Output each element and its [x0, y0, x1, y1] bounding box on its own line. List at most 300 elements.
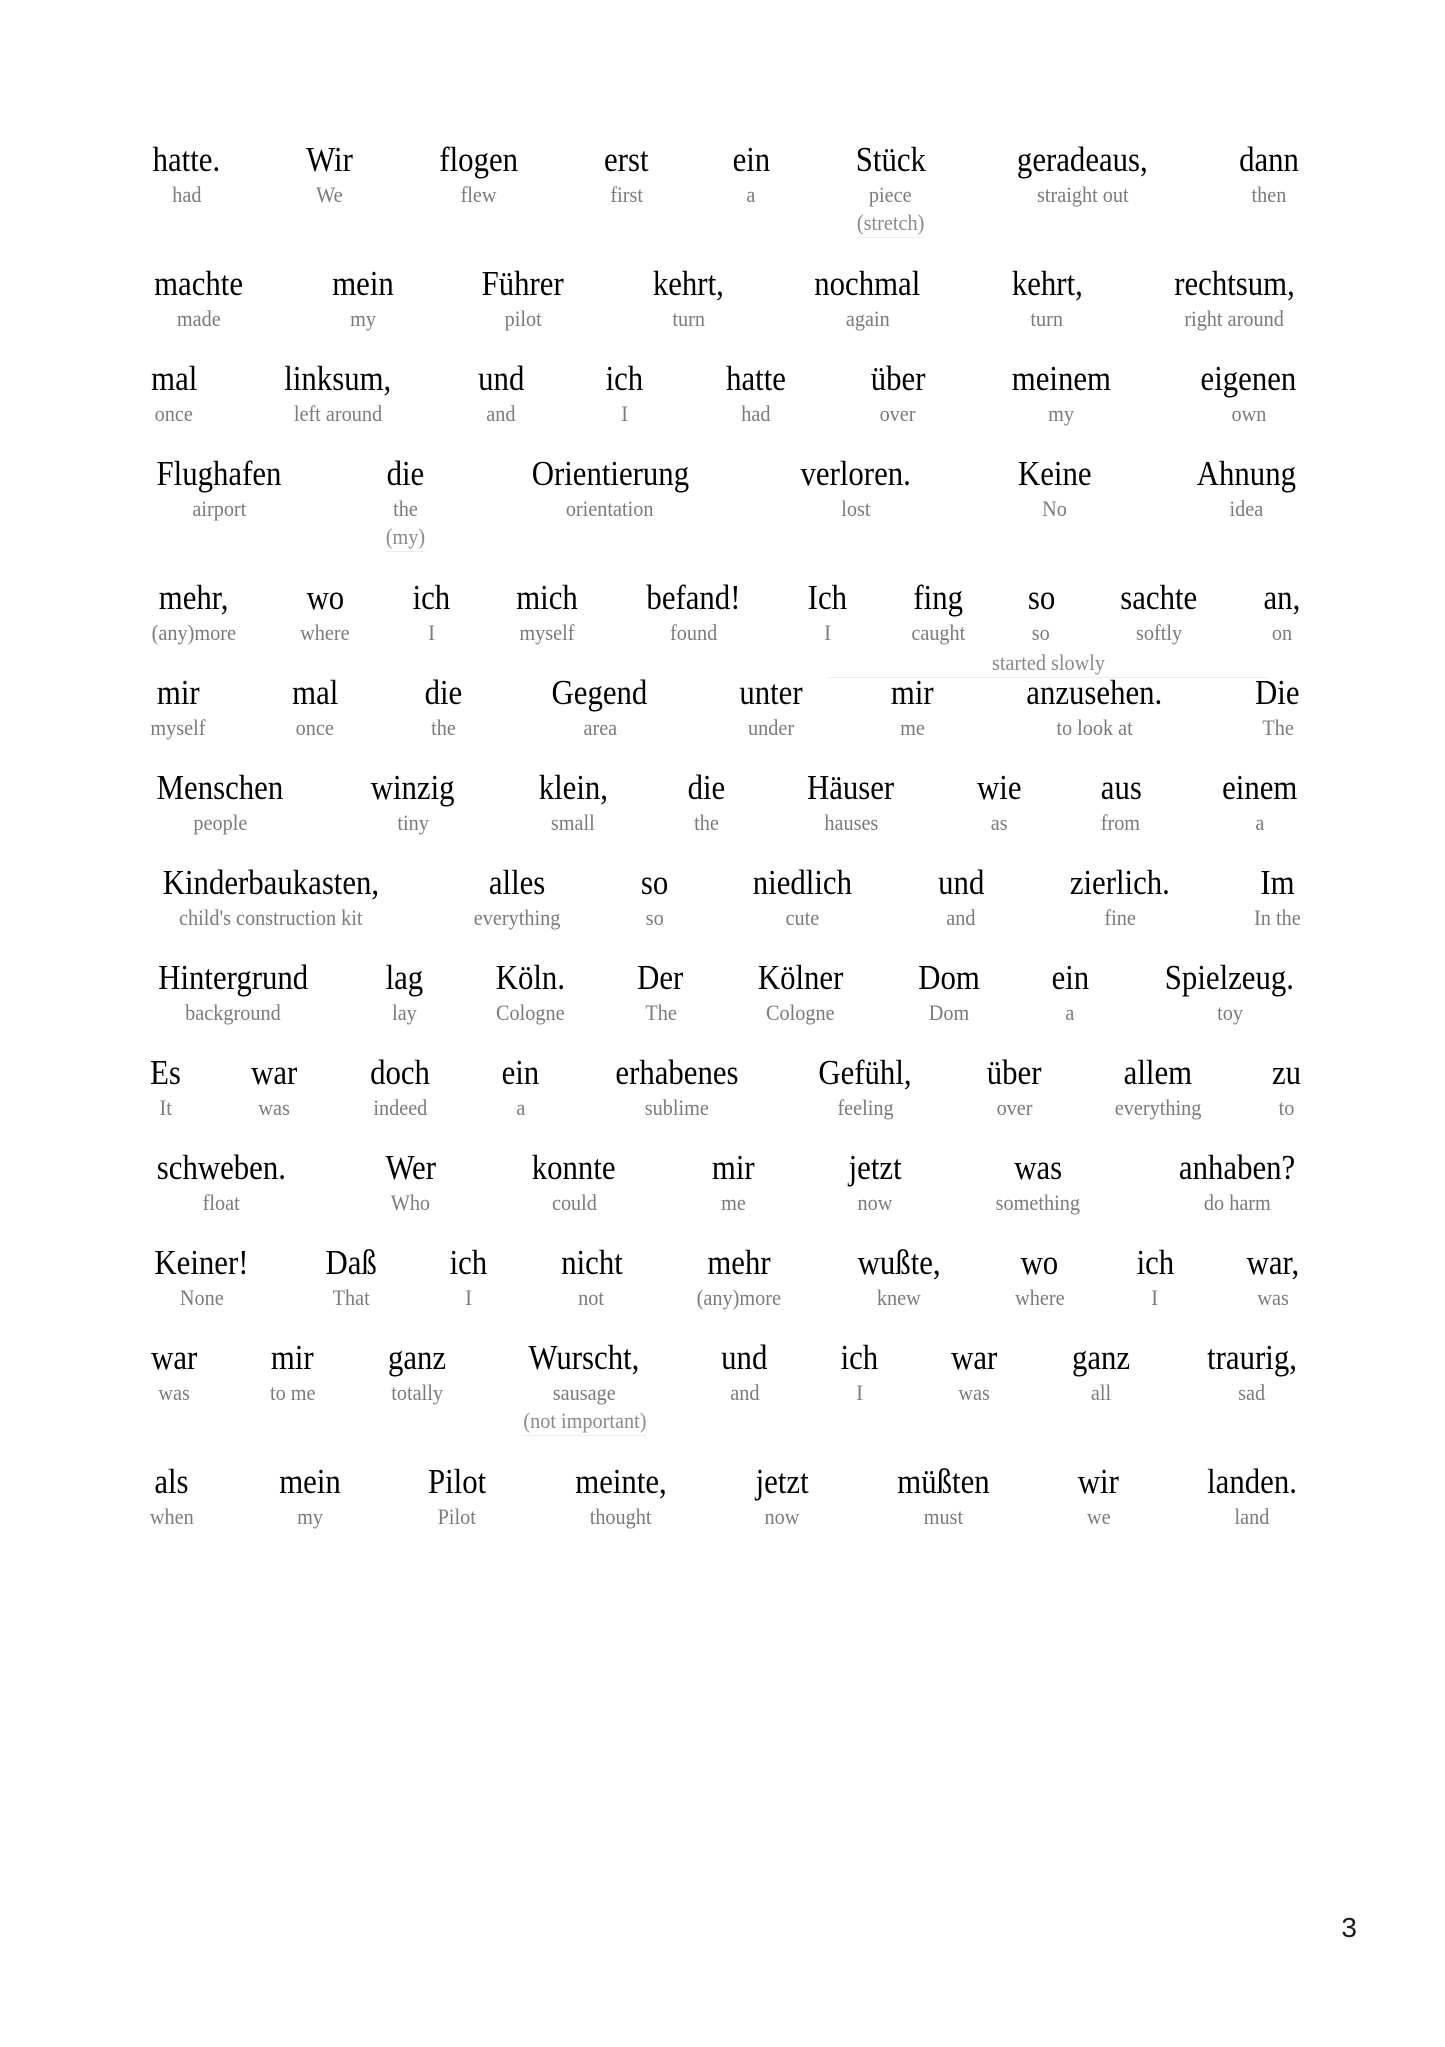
interlinear-token	[914, 958, 984, 1027]
german-word: zu	[1271, 1053, 1302, 1092]
english-gloss: was	[1257, 1285, 1289, 1310]
english-gloss-alt: (not important)	[523, 1407, 646, 1436]
german-word: Gegend	[551, 673, 648, 712]
interlinear-token	[1007, 264, 1088, 333]
german-word: Gefühl,	[818, 1053, 912, 1092]
english-gloss: Pilot	[437, 1504, 476, 1529]
text-line	[148, 1338, 1303, 1436]
text-line	[148, 454, 1303, 552]
english-gloss: a	[1065, 1000, 1075, 1025]
german-word: und	[477, 359, 524, 398]
german-word: mir	[156, 673, 200, 712]
german-word: wo	[306, 578, 344, 617]
interlinear-token	[148, 1243, 255, 1312]
german-word: ganz	[388, 1338, 447, 1377]
english-gloss: area	[583, 715, 617, 740]
english-gloss: straight out	[1036, 182, 1129, 207]
english-gloss: and	[946, 905, 976, 930]
german-word: Kölner	[757, 958, 844, 997]
english-gloss: right around	[1184, 306, 1285, 331]
text-line	[148, 958, 1303, 1027]
german-word: traurig,	[1207, 1338, 1297, 1377]
interlinear-token	[735, 673, 807, 742]
german-word: nochmal	[814, 264, 921, 303]
german-word: jetzt	[755, 1462, 809, 1501]
interlinear-token	[557, 1243, 627, 1312]
interlinear-token	[1026, 578, 1057, 647]
interlinear-token	[845, 1148, 905, 1217]
interlinear-token	[603, 359, 646, 428]
english-gloss: once	[155, 401, 194, 426]
german-word: Keiner!	[154, 1243, 249, 1282]
german-word: mal	[151, 359, 198, 398]
german-word: über	[987, 1053, 1042, 1092]
german-word: mal	[291, 673, 338, 712]
german-word: lag	[385, 958, 424, 997]
german-word: müßten	[897, 1462, 990, 1501]
interlinear-token	[1049, 958, 1092, 1027]
interlinear-token	[867, 359, 929, 428]
interlinear-token	[909, 578, 968, 647]
english-gloss: I	[1151, 1285, 1159, 1310]
english-gloss: hauses	[824, 810, 878, 835]
interlinear-token	[891, 1462, 996, 1531]
interlinear-token	[434, 140, 523, 209]
german-word: ein	[501, 1053, 540, 1092]
german-word: ich	[449, 1243, 488, 1282]
text-line	[148, 863, 1303, 932]
interlinear-token	[569, 1462, 673, 1531]
interlinear-token	[812, 1053, 918, 1122]
english-gloss: I	[428, 620, 436, 645]
interlinear-token	[1171, 1148, 1303, 1217]
english-gloss: now	[857, 1190, 893, 1215]
text-line	[148, 578, 1303, 675]
english-gloss: None	[179, 1285, 224, 1310]
interlinear-token	[983, 1053, 1045, 1122]
english-gloss: and	[486, 401, 516, 426]
english-gloss: myself	[518, 620, 575, 645]
german-word: Spielzeug.	[1164, 958, 1295, 997]
german-word: war	[951, 1338, 998, 1377]
interlinear-token	[639, 863, 670, 932]
german-word: jetzt	[848, 1148, 902, 1187]
german-word: mir	[890, 673, 934, 712]
german-word: Ahnung	[1196, 454, 1297, 493]
german-word: erst	[604, 140, 649, 179]
interlinear-token	[289, 673, 341, 742]
interlinear-token	[746, 863, 859, 932]
english-gloss: from	[1101, 810, 1141, 835]
interlinear-token	[1017, 673, 1172, 742]
german-word: aus	[1100, 768, 1142, 807]
text-line	[148, 1148, 1303, 1217]
german-word: mein	[331, 264, 394, 303]
interlinear-token	[1156, 958, 1303, 1027]
english-gloss: feeling	[837, 1095, 894, 1120]
interlinear-token	[534, 768, 613, 837]
english-gloss: was	[958, 1380, 991, 1405]
english-gloss: lay	[392, 1000, 418, 1025]
german-word: mehr,	[158, 578, 229, 617]
interlinear-token	[148, 1148, 295, 1217]
interlinear-token	[601, 140, 652, 209]
english-gloss: Cologne	[766, 1000, 835, 1025]
english-gloss: I	[856, 1380, 863, 1405]
german-word: verloren.	[800, 454, 912, 493]
german-word: machte	[154, 264, 243, 303]
english-gloss: idea	[1229, 496, 1264, 521]
interlinear-token	[1243, 1243, 1303, 1312]
english-gloss: we	[1086, 1504, 1111, 1529]
interlinear-token	[148, 140, 225, 209]
interlinear-token	[382, 1148, 439, 1217]
english-gloss: land	[1234, 1504, 1270, 1529]
german-word: mein	[278, 1462, 341, 1501]
english-gloss: float	[202, 1190, 240, 1215]
german-word: klein,	[538, 768, 608, 807]
english-gloss: I	[464, 1285, 472, 1310]
english-gloss: small	[550, 810, 595, 835]
english-gloss: had	[171, 182, 201, 207]
english-gloss: my	[296, 1504, 323, 1529]
english-gloss: the	[392, 496, 418, 521]
english-gloss: Who	[390, 1190, 431, 1215]
english-gloss-phrase: started slowly	[991, 650, 1105, 675]
german-word: geradeaus,	[1017, 140, 1149, 179]
english-gloss: must	[923, 1504, 964, 1529]
english-gloss: That	[332, 1285, 370, 1310]
english-gloss: sad	[1238, 1380, 1266, 1405]
interlinear-text-body	[148, 140, 1303, 1557]
english-gloss: flew	[460, 182, 497, 207]
interlinear-token	[447, 1243, 490, 1312]
english-gloss: made	[176, 306, 221, 331]
english-gloss: Cologne	[495, 1000, 565, 1025]
german-word: Daß	[325, 1243, 377, 1282]
interlinear-token	[148, 958, 318, 1027]
english-gloss: background	[185, 1000, 281, 1025]
text-line	[148, 140, 1303, 238]
english-gloss: the	[430, 715, 456, 740]
german-word: ich	[840, 1338, 879, 1377]
interlinear-token	[722, 359, 790, 428]
interlinear-token	[268, 1338, 318, 1407]
english-gloss: the	[694, 810, 720, 835]
english-gloss: cute	[785, 905, 820, 930]
german-word: fing	[913, 578, 963, 617]
german-word: konnte	[532, 1148, 617, 1187]
interlinear-token	[634, 958, 686, 1027]
english-gloss: sausage	[552, 1380, 616, 1405]
interlinear-token	[974, 768, 1025, 837]
english-gloss-alt: (my)	[386, 523, 425, 552]
german-word: Hintergrund	[158, 958, 309, 997]
english-gloss: where	[300, 620, 350, 645]
interlinear-token	[1111, 1053, 1205, 1122]
english-gloss: under	[747, 715, 795, 740]
english-gloss: turn	[672, 306, 705, 331]
interlinear-token	[148, 454, 290, 523]
german-word: Wurscht,	[529, 1338, 640, 1377]
interlinear-token	[648, 264, 729, 333]
interlinear-token	[838, 1338, 881, 1407]
interlinear-token	[693, 1243, 785, 1312]
english-gloss: I	[621, 401, 629, 426]
german-word: anhaben?	[1178, 1148, 1296, 1187]
german-word: dann	[1239, 140, 1299, 179]
german-word: zierlich.	[1069, 863, 1170, 902]
interlinear-token	[148, 264, 249, 333]
english-gloss: was	[158, 1380, 190, 1405]
interlinear-token	[851, 140, 931, 238]
english-gloss: to me	[269, 1380, 316, 1405]
english-gloss: something	[995, 1190, 1081, 1215]
german-word: flogen	[439, 140, 518, 179]
english-gloss: I	[824, 620, 832, 645]
interlinear-token	[888, 673, 937, 742]
interlinear-token	[148, 1053, 183, 1122]
german-word: nicht	[560, 1243, 623, 1282]
interlinear-token	[521, 454, 700, 523]
german-word: war	[251, 1053, 298, 1092]
english-gloss: In the	[1254, 905, 1301, 930]
english-gloss: fine	[1103, 905, 1136, 930]
english-gloss: It	[159, 1095, 172, 1120]
english-gloss: people	[192, 810, 247, 835]
english-gloss: own	[1231, 401, 1266, 426]
german-word: einem	[1222, 768, 1298, 807]
english-gloss: now	[764, 1504, 800, 1529]
page-number: 3	[1341, 1912, 1357, 1943]
interlinear-token	[1075, 1462, 1122, 1531]
german-word: Dom	[917, 958, 980, 997]
interlinear-token	[1166, 264, 1303, 333]
german-word: die	[688, 768, 726, 807]
english-gloss: (any)more	[151, 620, 236, 645]
interlinear-token	[852, 1243, 946, 1312]
german-word: erhabenes	[615, 1053, 739, 1092]
interlinear-token	[709, 1148, 758, 1217]
german-word: war,	[1246, 1243, 1300, 1282]
interlinear-token	[1252, 863, 1303, 932]
german-word: wie	[976, 768, 1022, 807]
german-word: Es	[150, 1053, 181, 1092]
german-word: wußte,	[857, 1243, 941, 1282]
german-word: anzusehen.	[1026, 673, 1163, 712]
interlinear-token	[807, 264, 928, 333]
german-word: meinem	[1011, 359, 1112, 398]
german-word: linksum,	[284, 359, 392, 398]
english-gloss: a	[515, 1095, 525, 1120]
english-gloss: then	[1251, 182, 1287, 207]
german-word: als	[154, 1462, 189, 1501]
text-line	[148, 673, 1303, 742]
interlinear-token	[303, 140, 356, 209]
interlinear-token	[801, 768, 900, 837]
german-word: hatte.	[152, 140, 221, 179]
german-word: Pilot	[427, 1462, 486, 1501]
english-gloss: The	[1261, 715, 1294, 740]
german-word: wo	[1020, 1243, 1059, 1282]
german-word: unter	[739, 673, 803, 712]
english-gloss: had	[741, 401, 771, 426]
interlinear-token	[793, 454, 918, 523]
english-gloss: lost	[841, 496, 871, 521]
english-gloss: piece	[869, 182, 912, 207]
english-gloss: to look at	[1056, 715, 1133, 740]
english-gloss: not	[578, 1285, 605, 1310]
german-word: sachte	[1120, 578, 1198, 617]
text-line	[148, 1462, 1303, 1531]
english-gloss: do harm	[1203, 1190, 1271, 1215]
interlinear-token	[366, 1053, 434, 1122]
interlinear-token	[992, 1148, 1084, 1217]
interlinear-token	[148, 863, 394, 932]
german-word: eigenen	[1200, 359, 1297, 398]
english-gloss: again	[845, 306, 890, 331]
interlinear-token	[1098, 768, 1145, 837]
interlinear-token	[476, 264, 569, 333]
english-gloss: indeed	[372, 1095, 427, 1120]
interlinear-token	[752, 958, 849, 1027]
english-gloss: as	[990, 810, 1008, 835]
english-gloss: so	[1032, 620, 1051, 645]
german-word: war	[151, 1338, 198, 1377]
english-gloss: and	[730, 1380, 760, 1405]
german-word: Führer	[481, 264, 564, 303]
german-word: Häuser	[807, 768, 895, 807]
german-word: mir	[270, 1338, 314, 1377]
english-gloss: when	[149, 1504, 194, 1529]
english-gloss: airport	[191, 496, 246, 521]
english-gloss: The	[644, 1000, 677, 1025]
text-line	[148, 1053, 1303, 1122]
interlinear-token	[424, 1462, 490, 1531]
german-word: an,	[1263, 578, 1301, 617]
interlinear-token	[384, 454, 427, 552]
english-gloss: me	[899, 715, 925, 740]
german-word: Orientierung	[531, 454, 689, 493]
german-word: mir	[711, 1148, 755, 1187]
german-word: Wer	[385, 1148, 436, 1187]
interlinear-token	[422, 673, 465, 742]
english-gloss: tiny	[396, 810, 429, 835]
interlinear-token	[752, 1462, 812, 1531]
german-word: Im	[1260, 863, 1295, 902]
german-word: niedlich	[752, 863, 853, 902]
german-word: ich	[412, 578, 451, 617]
english-gloss: found	[669, 620, 718, 645]
german-word: ein	[732, 140, 770, 179]
text-line	[148, 264, 1303, 333]
interlinear-token	[491, 958, 570, 1027]
english-gloss: over	[879, 401, 916, 426]
interlinear-token	[1190, 454, 1303, 523]
interlinear-token	[718, 1338, 771, 1407]
interlinear-token	[499, 1053, 542, 1122]
english-gloss: once	[295, 715, 334, 740]
english-gloss: a	[1255, 810, 1265, 835]
english-gloss: all	[1090, 1380, 1111, 1405]
german-word: Ich	[808, 578, 848, 617]
interlinear-token	[148, 1462, 196, 1531]
german-word: und	[937, 863, 985, 902]
interlinear-token	[1261, 578, 1303, 647]
english-gloss: on	[1271, 620, 1293, 645]
english-gloss: toy	[1216, 1000, 1243, 1025]
german-word: landen.	[1207, 1462, 1297, 1501]
german-word: was	[1013, 1148, 1062, 1187]
german-word: Keine	[1017, 454, 1092, 493]
interlinear-token	[383, 958, 426, 1027]
interlinear-token	[640, 578, 747, 647]
english-gloss: We	[316, 182, 343, 207]
english-gloss: left around	[293, 401, 382, 426]
interlinear-token	[1217, 768, 1303, 837]
english-gloss: so	[645, 905, 664, 930]
english-gloss: caught	[910, 620, 965, 645]
interlinear-token	[1201, 1462, 1303, 1531]
english-gloss: No	[1042, 496, 1067, 521]
interlinear-token	[248, 1053, 300, 1122]
interlinear-token	[518, 1338, 652, 1436]
german-word: allem	[1123, 1053, 1192, 1092]
german-word: doch	[369, 1053, 430, 1092]
english-gloss: to	[1278, 1095, 1295, 1120]
english-gloss: pilot	[504, 306, 542, 331]
interlinear-token	[475, 359, 528, 428]
interlinear-token	[410, 578, 453, 647]
german-word: ich	[605, 359, 644, 398]
english-gloss-alt: (stretch)	[857, 209, 924, 238]
german-word: mehr	[707, 1243, 771, 1282]
german-word: Menschen	[156, 768, 284, 807]
english-gloss: where	[1015, 1285, 1065, 1310]
german-word: die	[424, 673, 463, 712]
german-word: ich	[1136, 1243, 1174, 1282]
interlinear-token	[1252, 673, 1303, 742]
german-word: hatte	[726, 359, 787, 398]
text-line	[148, 359, 1303, 428]
german-word: Flughafen	[156, 454, 282, 493]
interlinear-token	[1134, 1243, 1177, 1312]
english-gloss: a	[746, 182, 756, 207]
english-gloss: my	[1048, 401, 1075, 426]
english-gloss: could	[551, 1190, 597, 1215]
english-gloss: Dom	[928, 1000, 970, 1025]
interlinear-token	[148, 1338, 200, 1407]
german-word: meinte,	[575, 1462, 667, 1501]
interlinear-token	[148, 768, 292, 837]
german-word: Die	[1255, 673, 1300, 712]
interlinear-token	[545, 673, 654, 742]
interlinear-token	[277, 359, 399, 428]
german-word: wir	[1078, 1462, 1120, 1501]
interlinear-token	[1235, 140, 1303, 209]
english-gloss: everything	[473, 905, 560, 930]
interlinear-token	[526, 1148, 621, 1217]
interlinear-token	[1194, 359, 1303, 428]
english-gloss: softly	[1135, 620, 1183, 645]
english-gloss: orientation	[566, 496, 654, 521]
english-gloss: over	[996, 1095, 1033, 1120]
german-word: über	[870, 359, 926, 398]
german-word: winzig	[370, 768, 455, 807]
interlinear-token	[1115, 578, 1202, 647]
german-word: Köln.	[495, 958, 565, 997]
interlinear-token	[1008, 140, 1157, 209]
